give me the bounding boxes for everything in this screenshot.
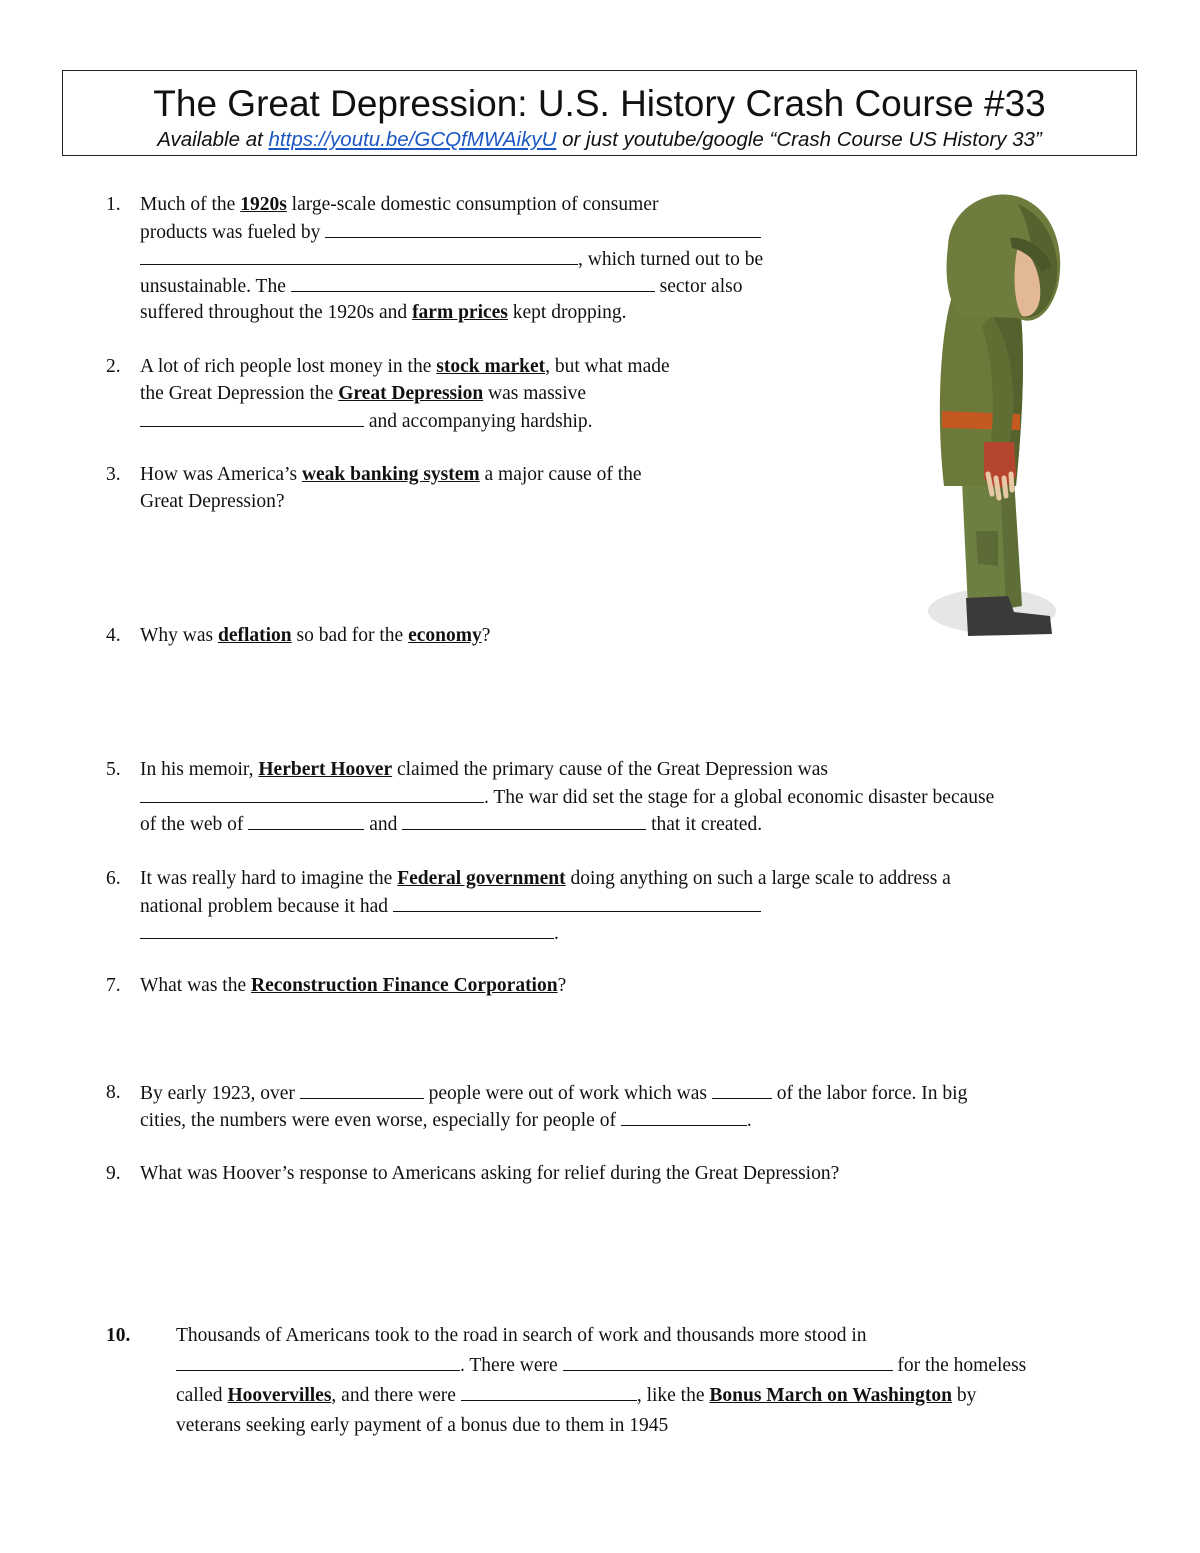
answer-blank[interactable]: [140, 245, 578, 265]
text: What was Hoover’s response to Americans asking for relief during the Great Depression?: [140, 1163, 840, 1184]
question-number: 7.: [106, 975, 121, 996]
answer-blank[interactable]: [621, 1106, 747, 1126]
question-number: 10.: [106, 1325, 131, 1346]
text: unsustainable. The: [140, 276, 286, 297]
title-box: [62, 70, 1137, 156]
text: and accompanying hardship.: [368, 411, 593, 432]
text: the Great Depression the: [140, 383, 334, 404]
text: called: [176, 1385, 223, 1406]
text: , which turned out to be: [578, 249, 764, 270]
text: kept dropping.: [512, 302, 627, 323]
text: Thousands of Americans took to the road in search of work and thousands more stood in: [176, 1325, 867, 1346]
text: ?: [481, 625, 491, 646]
question-number: 1.: [106, 194, 121, 215]
text: by: [956, 1385, 977, 1406]
text: veterans seeking early payment of a bonus due to them in 1945: [176, 1415, 669, 1436]
text: of the web of: [140, 814, 244, 835]
text: Why was: [140, 625, 214, 646]
text: large-scale domestic consumption of consumer: [291, 194, 659, 215]
text: . The war did set the stage for a global economic disaster because: [484, 787, 995, 808]
term-hoovervilles: Hoovervilles: [227, 1385, 332, 1406]
text: claimed the primary cause of the Great Depression was: [396, 759, 828, 780]
text: . There were: [460, 1355, 558, 1376]
question-number: 8.: [106, 1082, 121, 1103]
text: and: [369, 814, 398, 835]
text: How was America’s: [140, 464, 298, 485]
answer-blank[interactable]: [300, 1079, 424, 1099]
question-number: 2.: [106, 356, 121, 377]
text: A lot of rich people lost money in the: [140, 356, 432, 377]
text: , like the: [636, 1385, 705, 1406]
term-1920s: 1920s: [240, 194, 287, 215]
text: Much of the: [140, 194, 236, 215]
subtitle-prefix: Available at: [157, 128, 263, 151]
answer-blank[interactable]: [140, 783, 484, 803]
term-reconstruction-finance-corporation: Reconstruction Finance Corporation: [251, 975, 558, 996]
term-farm-prices: farm prices: [412, 302, 508, 323]
text: .: [554, 923, 559, 944]
answer-blank[interactable]: [393, 892, 761, 912]
text: so bad for the: [296, 625, 404, 646]
subtitle-suffix: or just youtube/google “Crash Course US History 33”: [562, 128, 1042, 151]
text: of the labor force. In big: [776, 1083, 968, 1104]
text: cities, the numbers were even worse, especially for people of: [140, 1110, 616, 1131]
pocket: [976, 531, 998, 566]
sad-man-illustration: [922, 186, 1072, 646]
term-herbert-hoover: Herbert Hoover: [258, 759, 393, 780]
text: was massive: [488, 383, 587, 404]
text: ?: [557, 975, 567, 996]
answer-blank[interactable]: [402, 810, 646, 830]
answer-blank[interactable]: [461, 1381, 637, 1401]
text: .: [746, 1110, 752, 1131]
term-great-depression: Great Depression: [338, 383, 484, 404]
text: doing anything on such a large scale to address a: [570, 868, 951, 889]
text: national problem because it had: [140, 896, 388, 917]
answer-blank[interactable]: [291, 272, 655, 292]
answer-blank[interactable]: [563, 1351, 893, 1371]
term-stock-market: stock market: [436, 356, 546, 377]
text: products was fueled by: [140, 222, 321, 243]
page-title: The Great Depression: U.S. History Crash Course #33: [153, 83, 1046, 124]
text: In his memoir,: [140, 759, 254, 780]
text: By early 1923, over: [140, 1083, 295, 1104]
term-weak-banking-system: weak banking system: [301, 464, 480, 485]
term-bonus-march: Bonus March on Washington: [709, 1385, 952, 1406]
term-deflation: deflation: [217, 625, 292, 646]
text: , but what made: [545, 356, 670, 377]
text: for the homeless: [897, 1355, 1027, 1376]
text: What was the: [140, 975, 247, 996]
answer-blank[interactable]: [325, 218, 761, 238]
question-number: 3.: [106, 464, 121, 485]
answer-blank[interactable]: [248, 810, 364, 830]
text: It was really hard to imagine the: [140, 868, 393, 889]
question-number: 5.: [106, 759, 121, 780]
answer-blank[interactable]: [712, 1079, 772, 1099]
question-number: 6.: [106, 868, 121, 889]
answer-blank[interactable]: [140, 919, 554, 939]
subtitle: [63, 128, 1136, 152]
answer-blank[interactable]: [140, 407, 364, 427]
text: that it created.: [651, 814, 763, 835]
term-federal-government: Federal government: [397, 868, 566, 889]
text: suffered throughout the 1920s and: [140, 302, 408, 323]
question-number: 4.: [106, 625, 121, 646]
video-link[interactable]: https://youtu.be/GCQfMWAikyU: [268, 128, 557, 151]
question-number: 9.: [106, 1163, 121, 1184]
text: people were out of work which was: [428, 1083, 707, 1104]
term-economy: economy: [408, 625, 482, 646]
answer-blank[interactable]: [176, 1351, 460, 1371]
text: , and there were: [331, 1385, 456, 1406]
text: sector also: [659, 276, 743, 297]
text: a major cause of the: [484, 464, 642, 485]
text: Great Depression?: [140, 491, 285, 512]
